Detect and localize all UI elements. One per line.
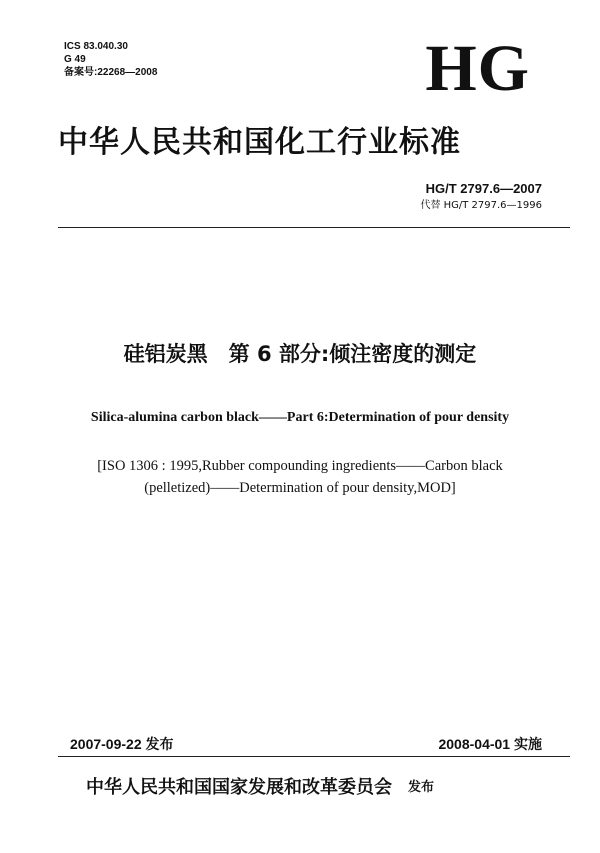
document-title-en: Silica-alumina carbon black——Part 6:Determination of pour density xyxy=(90,410,510,425)
ics-code: ICS 83.040.30 xyxy=(64,41,128,52)
standard-number: HG/T 2797.6—2007 xyxy=(425,181,542,196)
filing-number: 备案号:22268—2008 xyxy=(64,67,158,78)
standard-metadata xyxy=(64,40,157,79)
document-title-cn: 硅铝炭黑 第 6 部分:倾注密度的测定 xyxy=(123,342,477,366)
replaces-standard: 代替 HG/T 2797.6—1996 xyxy=(420,200,542,211)
hg-logo: HG xyxy=(425,32,530,105)
standard-category-title: 中华人民共和国化工行业标准 xyxy=(58,125,461,160)
standard-code-block xyxy=(420,180,542,213)
iso-reference-line-2: (pelletized)——Determination of pour density,MOD] xyxy=(144,480,456,496)
iso-reference xyxy=(0,455,600,499)
publication-date: 2007-09-22 发布 xyxy=(70,736,174,752)
implementation-date: 2008-04-01 实施 xyxy=(438,736,542,752)
issuing-authority xyxy=(86,775,434,801)
issuer-action: 发布 xyxy=(408,780,435,795)
issuer-name: 中华人民共和国国家发展和改革委员会 xyxy=(86,777,392,798)
header-divider xyxy=(58,227,570,228)
iso-reference-line-1: [ISO 1306 : 1995,Rubber compounding ingredients——Carbon black xyxy=(97,458,503,474)
footer-divider xyxy=(58,756,570,757)
classification-code: G 49 xyxy=(64,54,86,65)
